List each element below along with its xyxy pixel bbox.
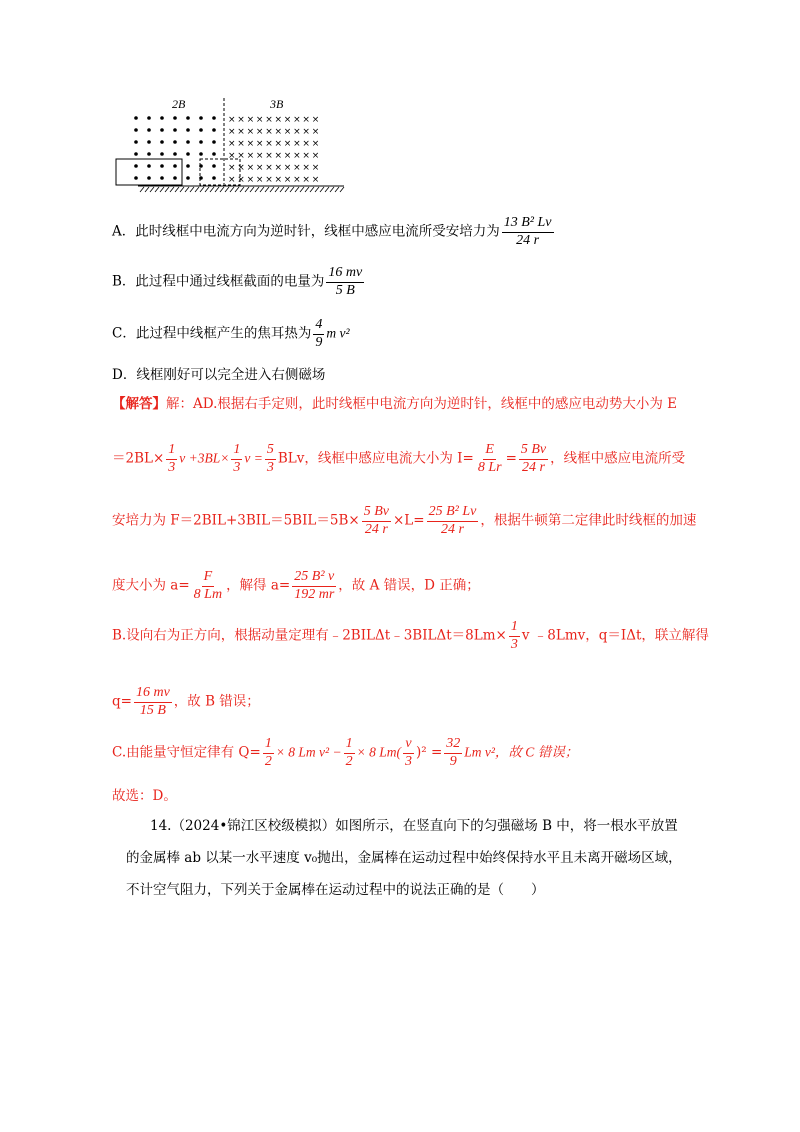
- field-dot: [134, 140, 138, 144]
- field-dot: [134, 164, 138, 168]
- option-c: C．此过程中线框产生的焦耳热为 $\frac{4}{9}$ m v²: [112, 317, 350, 350]
- field-cross: ×: [311, 127, 320, 137]
- hatch-mark: [320, 187, 324, 192]
- field-cross: ×: [311, 115, 320, 125]
- field-dot: [160, 128, 164, 132]
- field-cross: ×: [293, 175, 301, 185]
- hatch-mark: [275, 187, 279, 192]
- answer-line-8: 故选：D。: [112, 788, 177, 804]
- fraction: $\frac{16 mv}{5 B}$: [328, 265, 363, 298]
- magnetic-field-figure: [112, 92, 348, 194]
- hatch-mark: [235, 187, 239, 192]
- hatch-mark: [195, 187, 199, 192]
- answer-line-2: ＝2BL× $\frac{1}{3}$ v +3BL× $\frac{1}{3}$ v = $\frac{5}{3}$ BLv，线框中感应电流大小为 I= $\frac{E}{8 Lr}$ = $\frac{5 Bv}{24 r}$ ，线框中感应电流所受: [112, 442, 686, 475]
- hatch-mark: [260, 187, 264, 192]
- field-cross: ×: [293, 115, 301, 125]
- field-cross: ×: [255, 163, 264, 173]
- hatch-mark: [335, 187, 339, 192]
- field-cross: ×: [246, 139, 255, 149]
- hatch-mark: [170, 187, 174, 192]
- field-dot: [212, 140, 216, 144]
- field-cross: ×: [255, 151, 264, 161]
- hatch-mark: [300, 187, 304, 192]
- hatch-mark: [245, 187, 249, 192]
- answer-tag: 【解答】: [112, 396, 166, 412]
- field-cross: ×: [228, 139, 236, 149]
- field-cross: ×: [246, 151, 255, 161]
- field-cross: ×: [311, 139, 320, 149]
- hatch-mark: [205, 187, 209, 192]
- field-cross: ×: [265, 175, 273, 185]
- field-dot: [186, 140, 190, 144]
- field-cross: ×: [255, 175, 264, 185]
- field-cross: ×: [293, 139, 301, 149]
- field-dot: [173, 152, 177, 156]
- hatch-mark: [280, 187, 284, 192]
- question-14-line-3: 不计空气阻力，下列关于金属棒在运动过程中的说法正确的是（ ）: [126, 882, 545, 898]
- hatch-mark: [255, 187, 259, 192]
- hatch-mark: [175, 187, 179, 192]
- answer-line-5: B.设向右为正方向，根据动量定理有﹣2BILΔt﹣3BILΔt＝8Lm× $\frac{1}{3}$ v ﹣8Lmv，q＝IΔt，联立解得: [112, 619, 709, 652]
- field-dot: [186, 128, 190, 132]
- field-dot: [212, 164, 216, 168]
- field-dot: [186, 116, 190, 120]
- wire-frame-left: [116, 159, 182, 185]
- field-dot: [160, 140, 164, 144]
- hatch-mark: [240, 187, 244, 192]
- field-dot: [160, 152, 164, 156]
- field-dot: [160, 176, 164, 180]
- field-cross: ×: [237, 163, 245, 173]
- field-cross: ×: [302, 175, 310, 185]
- hatch-mark: [340, 187, 344, 192]
- field-cross: ×: [302, 163, 310, 173]
- field-dot: [147, 152, 151, 156]
- answer-line-4: 度大小为 a= $\frac{F}{8 Lm}$ ，解得 a= $\frac{\text{25 B² v}}{192 mr}$ ，故 A 错误，D 正确；: [112, 569, 480, 602]
- hatch-mark: [150, 187, 154, 192]
- field-cross: ×: [283, 163, 292, 173]
- field-cross: ×: [246, 115, 255, 125]
- field-cross: ×: [237, 127, 245, 137]
- hatch-mark: [220, 187, 224, 192]
- field-dot: [186, 164, 190, 168]
- field-dot: [147, 164, 151, 168]
- hatch-mark: [185, 187, 189, 192]
- field-dot: [199, 116, 203, 120]
- field-cross: ×: [255, 139, 264, 149]
- field-cross: ×: [237, 139, 245, 149]
- field-cross: ×: [246, 163, 255, 173]
- field-cross: ×: [265, 163, 273, 173]
- ground-hatch: [140, 187, 344, 192]
- hatch-mark: [310, 187, 314, 192]
- answer-line-3: 安培力为 F＝2BIL+3BIL＝5BIL＝5B× $\frac{5 Bv}{24 r}$ ×L= $\frac{\text{25 B² Lv}}{24 r}$ ，根据牛顿第二定律此时线框的加速: [112, 504, 697, 537]
- field-dot: [186, 176, 190, 180]
- field-dot: [134, 128, 138, 132]
- question-14-line-1: 14.（2024•锦江区校级模拟）如图所示，在竖直向下的匀强磁场 B 中，将一根水平放置: [150, 818, 678, 834]
- hatch-mark: [155, 187, 159, 192]
- field-dot: [134, 152, 138, 156]
- field-cross: ×: [228, 163, 236, 173]
- field-cross: ×: [228, 115, 236, 125]
- field-dot: [160, 116, 164, 120]
- field-dot: [147, 116, 151, 120]
- field-dot: [134, 116, 138, 120]
- field-cross: ×: [283, 175, 292, 185]
- hatch-mark: [330, 187, 334, 192]
- answer-line-6: q= $\frac{16 mv}{15 B}$ ，故 B 错误；: [112, 685, 260, 718]
- field-cross: ×: [283, 127, 292, 137]
- fraction: $\frac{4}{9}$: [315, 317, 323, 350]
- field-cross: ×: [283, 139, 292, 149]
- field-dot: [212, 152, 216, 156]
- field-cross: ×: [274, 139, 283, 149]
- field-dot: [173, 176, 177, 180]
- field-cross: ×: [228, 151, 236, 161]
- hatch-mark: [165, 187, 169, 192]
- hatch-mark: [190, 187, 194, 192]
- field-cross: ×: [255, 127, 264, 137]
- field-dot: [173, 116, 177, 120]
- field-cross: ×: [246, 175, 255, 185]
- label-2b: 2B: [172, 97, 186, 111]
- field-dot: [199, 128, 203, 132]
- field-cross: ×: [265, 127, 273, 137]
- option-d: D．线框刚好可以完全进入右侧磁场: [112, 367, 326, 383]
- field-cross: ×: [237, 175, 245, 185]
- field-cross: ×: [237, 151, 245, 161]
- field-cross: ×: [246, 127, 255, 137]
- field-cross: ×: [302, 139, 310, 149]
- field-cross: ×: [293, 127, 301, 137]
- field-cross: ×: [265, 115, 273, 125]
- hatch-mark: [230, 187, 234, 192]
- field-dot: [134, 176, 138, 180]
- field-cross: ×: [293, 151, 301, 161]
- hatch-mark: [315, 187, 319, 192]
- field-dot: [173, 140, 177, 144]
- field-cross: ×: [311, 151, 320, 161]
- field-dot: [186, 152, 190, 156]
- field-cross: ×: [228, 175, 236, 185]
- label-3b: 3B: [270, 97, 284, 111]
- field-cross: ×: [274, 175, 283, 185]
- field-cross: ×: [274, 163, 283, 173]
- field-cross: ×: [302, 127, 310, 137]
- hatch-mark: [160, 187, 164, 192]
- field-dot: [212, 128, 216, 132]
- field-cross: ×: [265, 151, 273, 161]
- field-cross: ×: [302, 115, 310, 125]
- answer-line-7: C.由能量守恒定律有 Q= $\frac{1}{2}$ × 8 Lm v² − $\frac{1}{2}$ × 8 Lm( $\frac{v}{3}$ )² = $\frac{32}{9}$ Lm v²，故 C 错误；: [112, 736, 579, 769]
- field-cross: ×: [228, 127, 236, 137]
- field-dot: [212, 176, 216, 180]
- hatch-mark: [290, 187, 294, 192]
- hatch-mark: [325, 187, 329, 192]
- field-cross: ×: [265, 139, 273, 149]
- hatch-mark: [140, 187, 144, 192]
- field-cross: ×: [283, 151, 292, 161]
- field-cross: ×: [302, 151, 310, 161]
- field-cross: ×: [255, 115, 264, 125]
- field-cross: ×: [283, 115, 292, 125]
- hatch-mark: [285, 187, 289, 192]
- hatch-mark: [250, 187, 254, 192]
- hatch-mark: [180, 187, 184, 192]
- field-cross: ×: [274, 151, 283, 161]
- field-dot: [199, 140, 203, 144]
- field-dot: [147, 140, 151, 144]
- hatch-mark: [210, 187, 214, 192]
- hatch-mark: [305, 187, 309, 192]
- hatch-mark: [225, 187, 229, 192]
- field-crosses: [228, 115, 319, 185]
- question-14-line-2: 的金属棒 ab 以某一水平速度 v₀抛出，金属棒在运动过程中始终保持水平且未离开磁场区域，: [126, 850, 682, 866]
- field-dot: [199, 152, 203, 156]
- field-cross: ×: [311, 163, 320, 173]
- field-cross: ×: [274, 115, 283, 125]
- field-cross: ×: [274, 127, 283, 137]
- field-dots: [134, 116, 216, 180]
- hatch-mark: [270, 187, 274, 192]
- field-dot: [212, 116, 216, 120]
- option-b: B．此过程中通过线框截面的电量为 $\frac{16 mv}{5 B}$: [112, 265, 363, 298]
- fraction: $\frac{\text{13 B² Lv}}{24 r}$: [503, 215, 552, 248]
- field-cross: ×: [311, 175, 320, 185]
- answer-line-1: 【解答】解：AD.根据右手定则，此时线框中电流方向为逆时针，线框中的感应电动势大小为 E: [112, 396, 678, 412]
- hatch-mark: [265, 187, 269, 192]
- field-cross: ×: [293, 163, 301, 173]
- hatch-mark: [145, 187, 149, 192]
- field-dot: [173, 164, 177, 168]
- hatch-mark: [295, 187, 299, 192]
- field-dot: [173, 128, 177, 132]
- field-dot: [160, 164, 164, 168]
- field-cross: ×: [237, 115, 245, 125]
- option-a: A．此时线框中电流方向为逆时针，线框中感应电流所受安培力为 $\frac{\text{13 B² Lv}}{24 r}$: [112, 215, 552, 248]
- field-dot: [147, 128, 151, 132]
- hatch-mark: [215, 187, 219, 192]
- hatch-mark: [200, 187, 204, 192]
- field-dot: [147, 176, 151, 180]
